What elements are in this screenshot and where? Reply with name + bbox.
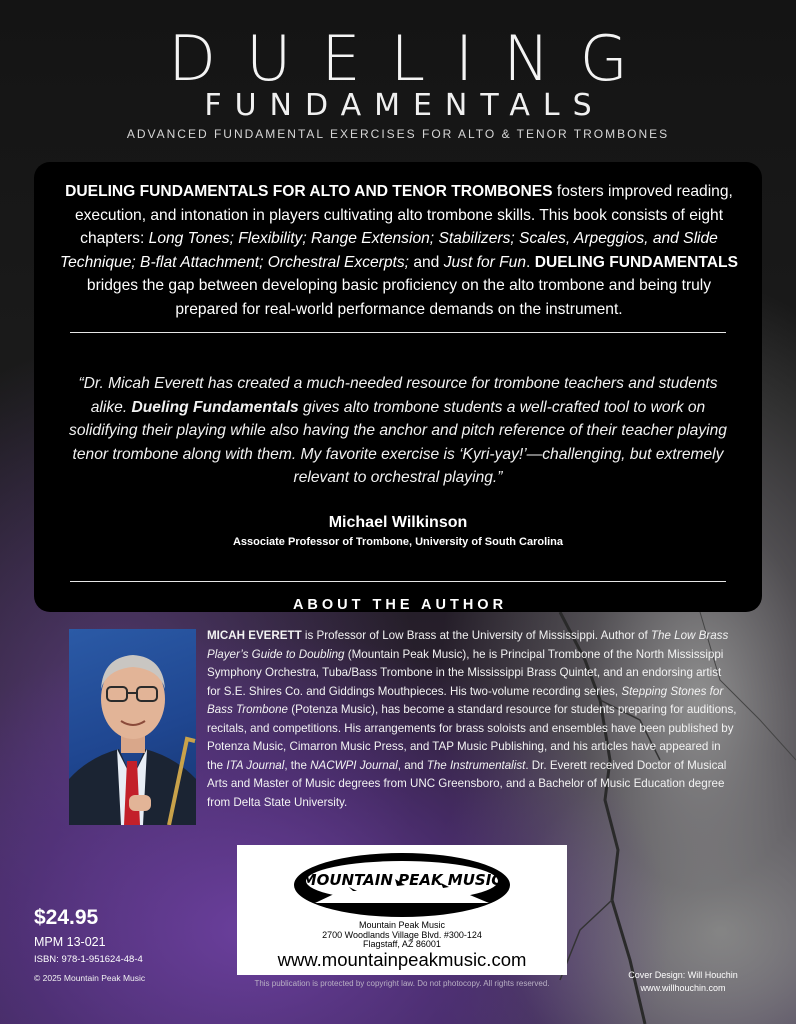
- copyright-notice: This publication is protected by copyright law. Do not photocopy. All rights reserved.: [254, 979, 550, 988]
- testimonial-name: Michael Wilkinson: [328, 514, 468, 531]
- bio-journal-title: NACWPI Journal: [310, 758, 398, 772]
- divider: [70, 332, 726, 333]
- publisher-box: [237, 845, 567, 975]
- quote-book-title: Dueling Fundamentals: [131, 398, 299, 416]
- author-portrait-icon: [69, 629, 196, 825]
- author-bio: [207, 627, 737, 812]
- quote-text: “Dr. Micah Everett has created a much-needed resource for trombone teachers and students alike.: [78, 375, 718, 416]
- publisher-address: [237, 921, 567, 950]
- publisher-address-line: Flagstaff, AZ 86001: [363, 939, 441, 949]
- bio-journal-title: ITA Journal: [226, 758, 285, 772]
- bio-text: (Potenza Music), has become a standard resource for students preparing for auditions, recitals, and competitions. His arrangements for brass soloists and ensembles have been published by Potenza Music, Cimarron Music Press, and TAP Music Publishing, and his articles have appeared in the: [207, 703, 737, 772]
- quote-text: gives alto trombone students a well-crafted tool to work on solidifying their playing while also having the anchor and pitch reference of their teacher playing tenor trombone along with them. My favorite exercise is ‘Kyri-yay!’—challenging, but extremely relevant to orchestral playing.”: [69, 398, 727, 487]
- credit-url[interactable]: www.willhouchin.com: [640, 983, 726, 993]
- book-tagline: ADVANCED FUNDAMENTAL EXERCISES FOR ALTO & TENOR TROMBONES: [126, 127, 670, 141]
- bio-book-title: The Low Brass Player’s Guide to Doubling: [207, 629, 729, 661]
- bio-book-title: Stepping Stones for Bass Trombone: [207, 684, 724, 716]
- description-text: .: [526, 253, 535, 271]
- publisher-url[interactable]: www.mountainpeakmusic.com: [277, 949, 527, 970]
- mountain-peak-music-logo-icon: [237, 845, 567, 921]
- publisher-name: Mountain Peak Music: [358, 920, 446, 930]
- book-description: [54, 180, 744, 321]
- bio-text: is Professor of Low Brass at the University of Mississippi. Author of: [301, 629, 651, 642]
- description-chapters: Long Tones; Flexibility; Range Extension; Stabilizers; Scales, Arpeggios, and Slide Technique; B-flat Attachment; Orchestral Excerpts;: [60, 230, 718, 271]
- cover-credit: [600, 969, 766, 995]
- bio-text: (Mountain Peak Music), he is Principal Trombone of the North Mississippi Symphony Orchestra, Tuba/Bass Trombone in the Mississippi Brass Quintet, and an endorsing artist for S.E. Shires Co. and Giddings Mouthpieces. His two-volume recording series,: [207, 647, 724, 698]
- logo-text: MOUNTAIN PEAK MUSIC: [301, 871, 503, 889]
- divider: [70, 581, 726, 582]
- publisher-address-line: 2700 Woodlands Village Blvd. #300-124: [322, 929, 482, 940]
- bio-author-name: MICAH EVERETT: [207, 629, 302, 642]
- description-text: fosters improved reading, execution, and intonation in players cultivating alto trombone skills. This book consists of eight chapters:: [74, 183, 733, 247]
- bio-journal-title: The Instrumentalist: [426, 758, 526, 772]
- about-heading: ABOUT THE AUTHOR: [292, 597, 508, 613]
- description-last-chapter: Just for Fun: [443, 253, 527, 271]
- product-code: MPM 13-021: [34, 935, 106, 949]
- isbn: ISBN: 978-1-951624-48-4: [34, 954, 143, 965]
- testimonial-role: Associate Professor of Trombone, University of South Carolina: [232, 536, 564, 548]
- testimonial-quote: [64, 372, 732, 490]
- price: $24.95: [34, 906, 99, 929]
- book-title: DUELING: [168, 22, 658, 95]
- author-photo: [69, 629, 196, 825]
- copyright-line: © 2025 Mountain Peak Music: [34, 973, 146, 983]
- description-lead: DUELING FUNDAMENTALS FOR ALTO AND TENOR TROMBONES: [65, 183, 553, 200]
- credit-designer: Cover Design: Will Houchin: [628, 970, 738, 980]
- bio-text: , and: [397, 758, 427, 772]
- description-text: bridges the gap between developing basic proficiency on the alto trombone and being truly prepared for real-world performance demands on the instrument.: [86, 277, 712, 318]
- bio-text: , the: [284, 758, 311, 772]
- description-bold-title: DUELING FUNDAMENTALS: [534, 253, 738, 271]
- bio-text: . Dr. Everett received Doctor of Musical Arts and Master of Music degrees from UNC Greensboro, and a Bachelor of Music Education degree from Delta State University.: [207, 758, 727, 809]
- description-text: and: [409, 253, 444, 271]
- book-subtitle: FUNDAMENTALS: [204, 88, 605, 123]
